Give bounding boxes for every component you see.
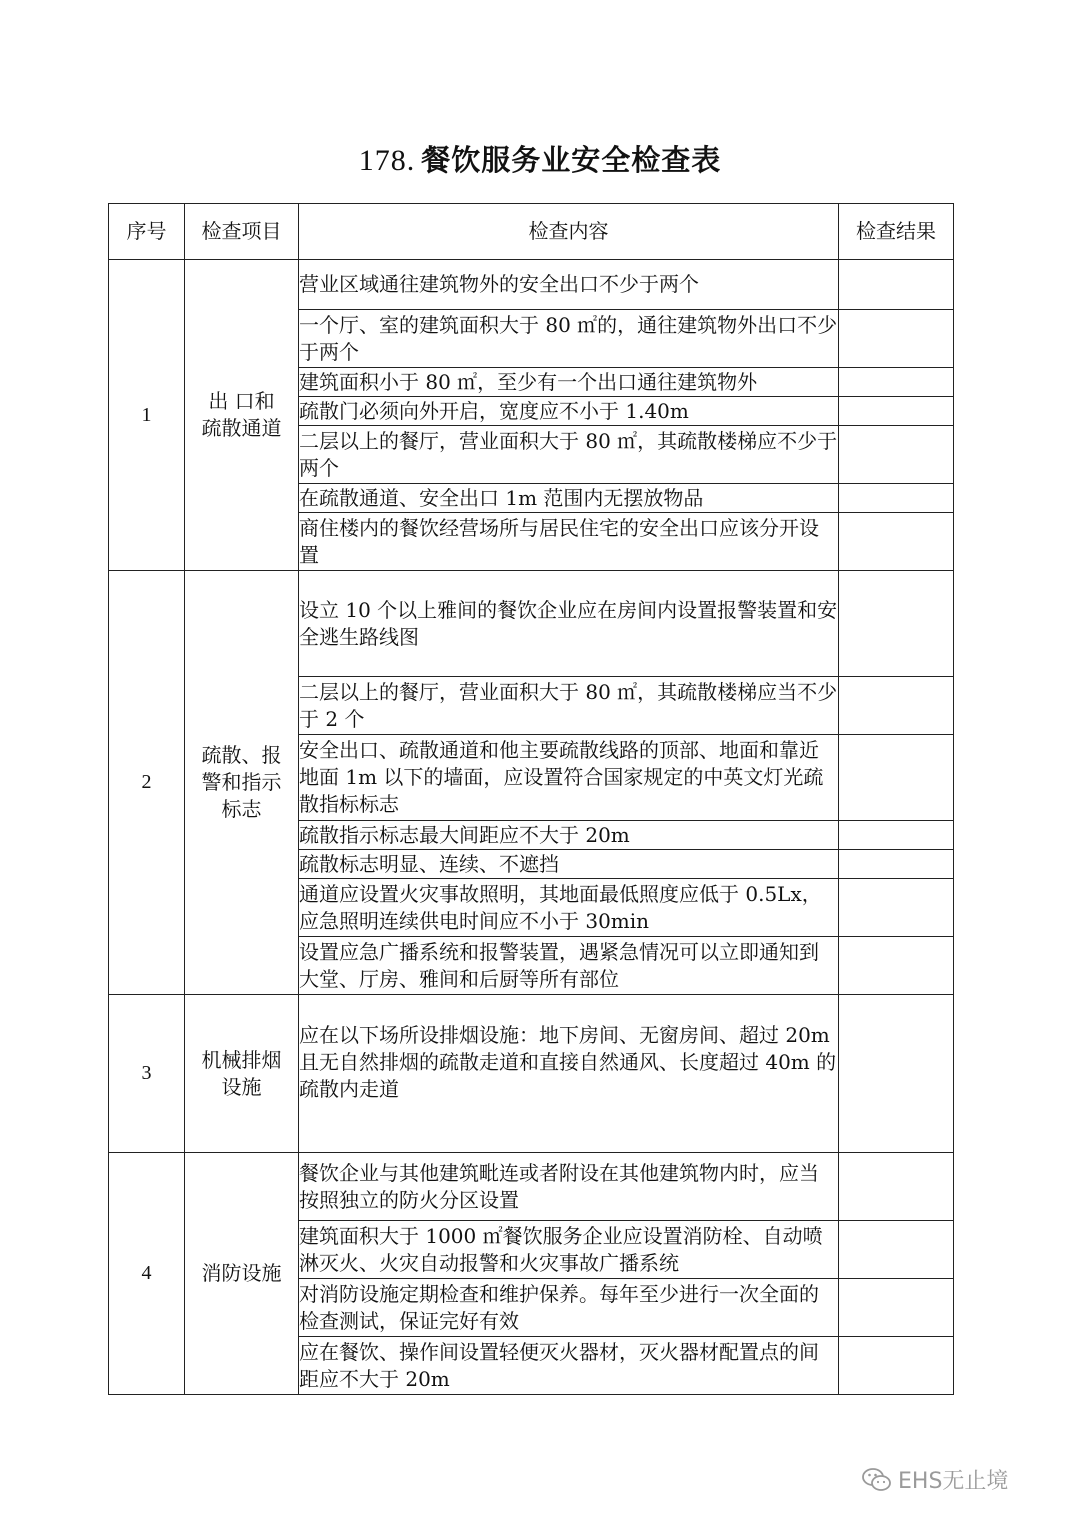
check-content: 二层以上的餐厅，营业面积大于 80 ㎡，其疏散楼梯应不少于两个: [299, 426, 839, 484]
item-line: 警和指示: [201, 770, 282, 794]
result-cell[interactable]: [839, 879, 954, 937]
section-seq: 3: [109, 995, 185, 1153]
result-cell[interactable]: [839, 426, 954, 484]
result-cell[interactable]: [839, 995, 954, 1153]
section-seq: 4: [109, 1153, 185, 1395]
table-row: [109, 260, 954, 310]
result-cell[interactable]: [839, 735, 954, 821]
header-content: 检查内容: [299, 204, 839, 260]
table-header-row: [109, 204, 954, 260]
section-seq: 1: [109, 260, 185, 571]
check-content: 疏散门必须向外开启，宽度应不小于 1.40m: [299, 397, 839, 426]
result-cell[interactable]: [839, 1221, 954, 1279]
check-content: 设立 10 个以上雅间的餐饮企业应在房间内设置报警装置和安全逃生路线图: [299, 571, 839, 677]
result-cell[interactable]: [839, 821, 954, 850]
section-item: [185, 1153, 299, 1395]
result-cell[interactable]: [839, 1337, 954, 1395]
table-row: [109, 571, 954, 677]
watermark-text: EHS无止境: [898, 1469, 1009, 1494]
check-content: 设置应急广播系统和报警装置，遇紧急情况可以立即通知到大堂、厅房、雅间和后厨等所有部位: [299, 937, 839, 995]
check-content: 二层以上的餐厅，营业面积大于 80 ㎡，其疏散楼梯应当不少于 2 个: [299, 677, 839, 735]
header-result: 检查结果: [839, 204, 954, 260]
watermark: [862, 1464, 1008, 1495]
check-content: 在疏散通道、安全出口 1m 范围内无摆放物品: [299, 484, 839, 513]
check-content: 商住楼内的餐饮经营场所与居民住宅的安全出口应该分开设置: [299, 513, 839, 571]
page-title: [0, 138, 1080, 179]
result-cell[interactable]: [839, 1153, 954, 1221]
check-content: 通道应设置火灾事故照明，其地面最低照度应低于 0.5Lx，应急照明连续供电时间应不小于 30min: [299, 879, 839, 937]
wechat-icon: [862, 1467, 892, 1493]
header-seq: 序号: [109, 204, 185, 260]
check-content: 疏散指示标志最大间距应不大于 20m: [299, 821, 839, 850]
section-item: [185, 571, 299, 995]
result-cell[interactable]: [839, 677, 954, 735]
check-content: 一个厅、室的建筑面积大于 80 ㎡的，通往建筑物外出口不少于两个: [299, 310, 839, 368]
item-line: 设施: [221, 1074, 262, 1099]
result-cell[interactable]: [839, 484, 954, 513]
check-content: 对消防设施定期检查和维护保养。每年至少进行一次全面的检查测试，保证完好有效: [299, 1279, 839, 1337]
result-cell[interactable]: [839, 260, 954, 310]
section-seq: 2: [109, 571, 185, 995]
result-cell[interactable]: [839, 571, 954, 677]
check-content: 疏散标志明显、连续、不遮挡: [299, 850, 839, 879]
check-content: 建筑面积大于 1000 ㎡餐饮服务企业应设置消防栓、自动喷淋灭火、火灾自动报警和火灾事故广播系统: [299, 1221, 839, 1279]
result-cell[interactable]: [839, 850, 954, 879]
result-cell[interactable]: [839, 1279, 954, 1337]
check-content: 餐饮企业与其他建筑毗连或者附设在其他建筑物内时，应当按照独立的防火分区设置: [299, 1153, 839, 1221]
section-item: [185, 260, 299, 571]
result-cell[interactable]: [839, 368, 954, 397]
check-content: 应在以下场所设排烟设施：地下房间、无窗房间、超过 20m 且无自然排烟的疏散走道和直接自然通风、长度超过 40m 的疏散内走道: [299, 995, 839, 1153]
result-cell[interactable]: [839, 310, 954, 368]
result-cell[interactable]: [839, 397, 954, 426]
table-row: [109, 995, 954, 1153]
item-line: 疏散、报: [201, 743, 282, 767]
item-line: 标志: [221, 797, 262, 821]
title-number: 178.: [358, 144, 416, 177]
item-line: 出 口和: [208, 389, 275, 413]
result-cell[interactable]: [839, 513, 954, 571]
item-line: 疏散通道: [201, 416, 282, 440]
checklist-table: [108, 203, 954, 1395]
check-content: 营业区域通往建筑物外的安全出口不少于两个: [299, 260, 839, 310]
check-content: 应在餐饮、操作间设置轻便灭火器材，灭火器材配置点的间距应不大于 20m: [299, 1337, 839, 1395]
section-item: [185, 995, 299, 1153]
result-cell[interactable]: [839, 937, 954, 995]
header-item: 检查项目: [185, 204, 299, 260]
title-text: 餐饮服务业安全检查表: [421, 143, 722, 177]
item-line: 机械排烟: [201, 1047, 282, 1072]
table-row: [109, 1153, 954, 1221]
check-content: 安全出口、疏散通道和他主要疏散线路的顶部、地面和靠近地面 1m 以下的墙面，应设置符合国家规定的中英文灯光疏散指标标志: [299, 735, 839, 821]
item-line: 消防设施: [201, 1261, 282, 1285]
check-content: 建筑面积小于 80 ㎡，至少有一个出口通往建筑物外: [299, 368, 839, 397]
